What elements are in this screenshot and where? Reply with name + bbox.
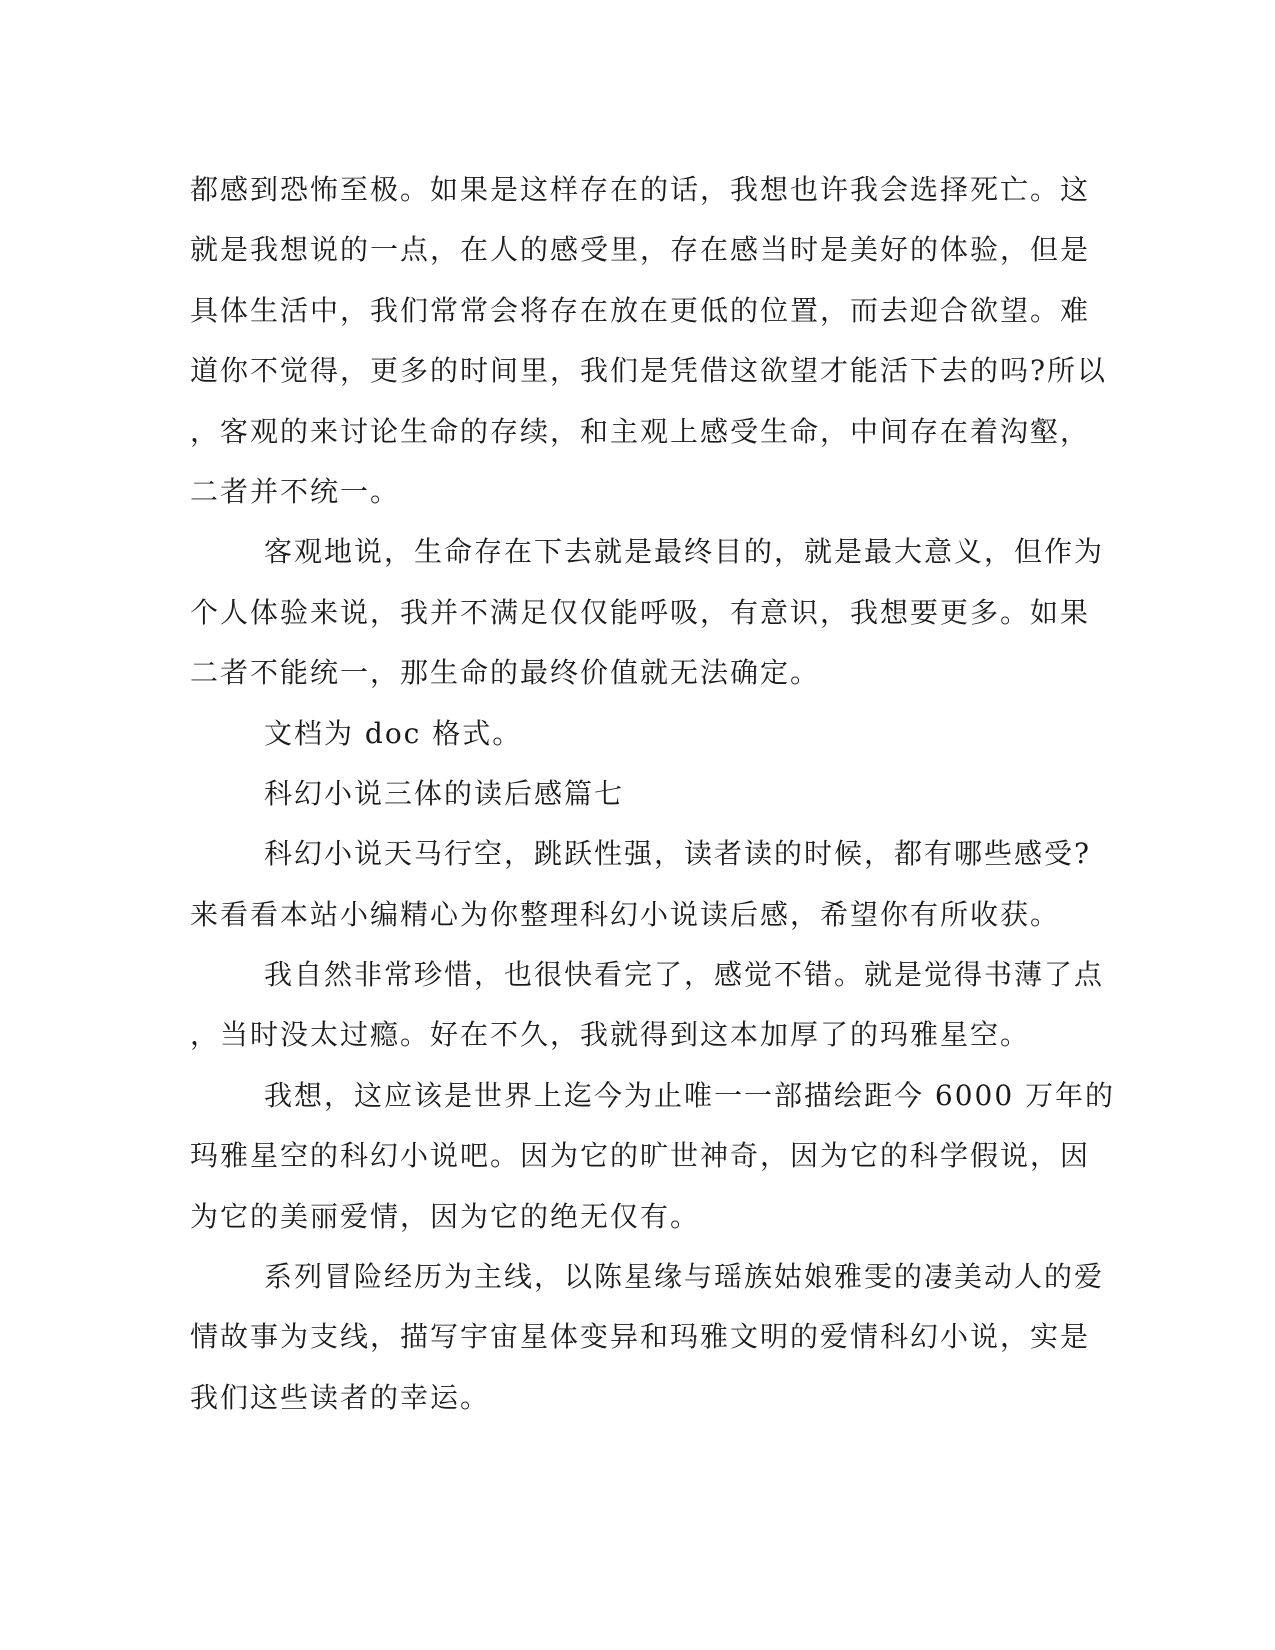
text-line: 情故事为支线，描写宇宙星体变异和玛雅文明的爱情科幻小说，实是	[190, 1320, 1091, 1354]
text-line: 来看看本站小编精心为你整理科幻小说读后感，希望你有所收获。	[190, 897, 1061, 931]
document-body	[190, 160, 1116, 1428]
format-note: 文档为 doc 格式。	[264, 716, 523, 750]
paragraph-start-line: 科幻小说天马行空，跳跃性强，读者读的时候，都有哪些感受?	[264, 837, 1092, 871]
paragraph-start-line: 我自然非常珍惜，也很快看完了，感觉不错。就是觉得书薄了点	[264, 958, 1105, 992]
text-line: 道你不觉得，更多的时间里，我们是凭借这欲望才能活下去的吗?所以	[190, 354, 1108, 388]
text-line: 我们这些读者的幸运。	[190, 1380, 491, 1414]
text-line: 为它的美丽爱情，因为它的绝无仅有。	[190, 1199, 701, 1233]
paragraph-start-line: 我想，这应该是世界上迄今为止唯一一部描绘距今 6000 万年的	[264, 1078, 1116, 1112]
text-line: 个人体验来说，我并不满足仅仅能呼吸，有意识，我想要更多。如果	[190, 595, 1091, 629]
paragraph-start-line: 客观地说，生命存在下去就是最终目的，就是最大意义，但作为	[264, 535, 1105, 569]
text-line: 具体生活中，我们常常会将存在放在更低的位置，而去迎合欲望。难	[190, 293, 1091, 327]
text-line: ，当时没太过瘾。好在不久，我就得到这本加厚了的玛雅星空。	[190, 1018, 1031, 1052]
paragraph-start-line: 系列冒险经历为主线，以陈星缘与瑶族姑娘雅雯的凄美动人的爱	[264, 1260, 1105, 1294]
section-heading: 科幻小说三体的读后感篇七	[264, 776, 625, 810]
text-line: 二者不能统一，那生命的最终价值就无法确定。	[190, 656, 821, 690]
text-line: 都感到恐怖至极。如果是这样存在的话，我想也许我会选择死亡。这	[190, 173, 1091, 206]
text-line: 就是我想说的一点，在人的感受里，存在感当时是美好的体验，但是	[190, 233, 1091, 267]
text-line: 二者并不统一。	[190, 474, 401, 508]
text-line: ，客观的来讨论生命的存续，和主观上感受生命，中间存在着沟壑，	[190, 414, 1091, 448]
text-line: 玛雅星空的科幻小说吧。因为它的旷世神奇，因为它的科学假说，因	[190, 1139, 1091, 1173]
